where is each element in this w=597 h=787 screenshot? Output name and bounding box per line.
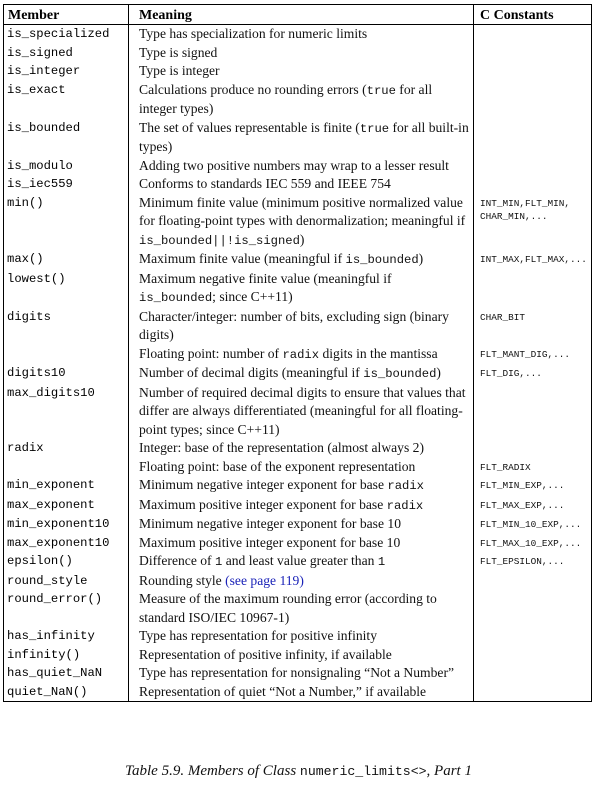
meaning-cell bbox=[129, 345, 474, 365]
meaning-cell bbox=[129, 119, 474, 157]
meaning-cell bbox=[129, 590, 474, 627]
table-body bbox=[4, 25, 592, 702]
table-caption bbox=[0, 763, 597, 780]
table-row bbox=[4, 627, 592, 646]
meaning-cell bbox=[129, 515, 474, 534]
meaning-code-fragment: radix bbox=[282, 347, 320, 362]
meaning-text-fragment: Adding two positive numbers may wrap to a lesser result bbox=[139, 157, 449, 173]
c-constants-cell: FLT_MANT_DIG,... bbox=[474, 345, 592, 365]
table-row bbox=[4, 364, 592, 384]
meaning-text-fragment: Type has specialization for numeric limits bbox=[139, 26, 368, 41]
table-row bbox=[4, 534, 592, 553]
meaning-cell bbox=[129, 664, 474, 683]
table-row bbox=[4, 476, 592, 496]
meaning-code-fragment: 1 bbox=[377, 555, 386, 569]
table-row bbox=[4, 496, 592, 516]
meaning-cell bbox=[129, 250, 474, 270]
member-cell bbox=[4, 458, 129, 477]
member-cell: has_infinity bbox=[4, 627, 129, 646]
member-cell: infinity() bbox=[4, 646, 129, 665]
c-constants-cell: FLT_DIG,... bbox=[474, 364, 592, 384]
meaning-code-fragment: radix bbox=[387, 479, 424, 493]
member-cell: is_iec559 bbox=[4, 175, 129, 194]
meaning-text-fragment: Maximum positive integer exponent for base 10 bbox=[139, 534, 401, 550]
table-row bbox=[4, 62, 592, 81]
c-constants-cell bbox=[474, 157, 592, 176]
member-cell: min_exponent10 bbox=[4, 515, 129, 534]
c-constants-cell bbox=[474, 62, 592, 81]
meaning-cell bbox=[129, 552, 474, 572]
c-constants-cell: FLT_MIN_EXP,... bbox=[474, 476, 592, 496]
table-row bbox=[4, 458, 592, 477]
caption-prefix: Table 5.9. Members of Class bbox=[125, 763, 300, 779]
meaning-cell bbox=[129, 683, 474, 702]
meaning-cell bbox=[129, 572, 474, 591]
meaning-text-fragment: Number of required decimal digits to ensure that values that differ are always differentiated (meaningful for all floating-point types; since C++11) bbox=[139, 384, 466, 437]
meaning-text-fragment: ) bbox=[418, 251, 424, 266]
table-row bbox=[4, 119, 592, 157]
member-cell: max_exponent bbox=[4, 496, 129, 516]
meaning-text-fragment: Maximum positive integer exponent for base bbox=[139, 496, 387, 512]
meaning-text-fragment: Integer: base of the representation (almost always 2) bbox=[139, 440, 424, 455]
member-cell bbox=[4, 345, 129, 365]
c-constants-cell bbox=[474, 664, 592, 683]
meaning-cell bbox=[129, 534, 474, 553]
meaning-text-fragment: Type is integer bbox=[139, 63, 220, 78]
c-constants-cell bbox=[474, 175, 592, 194]
meaning-cell bbox=[129, 308, 474, 345]
meaning-text-fragment: The set of values representable is finite ( bbox=[139, 119, 360, 135]
c-constants-cell bbox=[474, 590, 592, 627]
member-cell: max_digits10 bbox=[4, 384, 129, 440]
page-reference-link[interactable]: (see page 119) bbox=[225, 572, 304, 588]
table-row bbox=[4, 646, 592, 665]
member-cell: is_signed bbox=[4, 44, 129, 63]
caption-class-name: numeric_limits<> bbox=[299, 764, 427, 779]
member-cell: is_bounded bbox=[4, 119, 129, 157]
table-row bbox=[4, 81, 592, 119]
c-constants-cell: FLT_RADIX bbox=[474, 458, 592, 477]
member-cell: digits10 bbox=[4, 364, 129, 384]
c-constants-cell bbox=[474, 627, 592, 646]
meaning-code-fragment: true bbox=[366, 83, 396, 98]
member-cell: quiet_NaN() bbox=[4, 683, 129, 702]
c-constants-cell: FLT_MAX_EXP,... bbox=[474, 496, 592, 516]
c-constants-cell bbox=[474, 572, 592, 591]
meaning-text-fragment: Type has representation for nonsignaling “Not a Number” bbox=[139, 665, 455, 680]
table-row bbox=[4, 515, 592, 534]
meaning-text-fragment: Minimum negative integer exponent for base bbox=[139, 477, 388, 492]
meaning-code-fragment: is_bounded bbox=[345, 253, 419, 267]
meaning-text-fragment: for all integer types) bbox=[139, 81, 433, 116]
header-meaning: Meaning bbox=[129, 5, 474, 25]
meaning-text-fragment: Maximum negative finite value (meaningful if bbox=[139, 270, 392, 286]
table-row bbox=[4, 44, 592, 63]
meaning-text-fragment: ; since C++11) bbox=[212, 289, 293, 304]
meaning-code-fragment: true bbox=[359, 121, 390, 136]
meaning-text-fragment: Measure of the maximum rounding error (according to standard ISO/IEC 10967-1) bbox=[139, 591, 437, 625]
table-row bbox=[4, 572, 592, 591]
c-constants-cell bbox=[474, 119, 592, 157]
meaning-text-fragment: Representation of positive infinity, if available bbox=[139, 646, 392, 662]
meaning-text-fragment: Minimum finite value (minimum positive normalized value for floating-point types with denormalization; meaningful if bbox=[139, 194, 466, 228]
meaning-cell bbox=[129, 646, 474, 665]
table-row bbox=[4, 175, 592, 194]
c-constants-cell: INT_MIN,FLT_MIN, CHAR_MIN,... bbox=[474, 194, 592, 251]
meaning-cell bbox=[129, 384, 474, 440]
meaning-code-fragment: is_bounded bbox=[363, 367, 437, 381]
table-row bbox=[4, 308, 592, 345]
header-row bbox=[4, 5, 592, 25]
meaning-cell bbox=[129, 175, 474, 194]
member-cell: round_style bbox=[4, 572, 129, 591]
c-constants-cell bbox=[474, 25, 592, 44]
c-constants-cell bbox=[474, 270, 592, 308]
member-cell: max_exponent10 bbox=[4, 534, 129, 553]
c-constants-cell: INT_MAX,FLT_MAX,... bbox=[474, 250, 592, 270]
member-cell: epsilon() bbox=[4, 552, 129, 572]
caption-suffix: , Part 1 bbox=[426, 763, 472, 779]
c-constants-cell: FLT_MAX_10_EXP,... bbox=[474, 534, 592, 553]
meaning-code-fragment: radix bbox=[386, 498, 424, 513]
meaning-text-fragment: Character/integer: number of bits, excluding sign (binary digits) bbox=[139, 308, 449, 342]
meaning-text-fragment: Minimum negative integer exponent for base 10 bbox=[139, 516, 401, 531]
c-constants-cell bbox=[474, 646, 592, 665]
meaning-text-fragment: Number of decimal digits (meaningful if bbox=[139, 365, 364, 380]
c-constants-cell bbox=[474, 81, 592, 119]
table-row bbox=[4, 194, 592, 251]
c-constants-cell: FLT_MIN_10_EXP,... bbox=[474, 515, 592, 534]
member-cell: is_modulo bbox=[4, 157, 129, 176]
table-row bbox=[4, 384, 592, 440]
header-member: Member bbox=[4, 5, 129, 25]
meaning-cell bbox=[129, 439, 474, 458]
c-constants-cell bbox=[474, 683, 592, 702]
meaning-cell bbox=[129, 270, 474, 308]
meaning-text-fragment: Conforms to standards IEC 559 and IEEE 754 bbox=[139, 176, 391, 191]
meaning-text-fragment: for all built-in types) bbox=[139, 119, 469, 154]
meaning-cell bbox=[129, 627, 474, 646]
c-constants-cell bbox=[474, 44, 592, 63]
meaning-text-fragment: Floating point: base of the exponent representation bbox=[139, 458, 416, 474]
c-constants-cell bbox=[474, 384, 592, 440]
table-row bbox=[4, 590, 592, 627]
meaning-text-fragment: ) bbox=[299, 231, 305, 247]
c-constants-cell: FLT_EPSILON,... bbox=[474, 552, 592, 572]
meaning-text-fragment: Maximum finite value (meaningful if bbox=[139, 251, 346, 266]
member-cell: min() bbox=[4, 194, 129, 251]
meaning-cell bbox=[129, 25, 474, 44]
table-header bbox=[4, 5, 592, 25]
table-row bbox=[4, 250, 592, 270]
member-cell: lowest() bbox=[4, 270, 129, 308]
member-cell: is_specialized bbox=[4, 25, 129, 44]
member-cell: is_exact bbox=[4, 81, 129, 119]
member-cell: round_error() bbox=[4, 590, 129, 627]
meaning-text-fragment: Type is signed bbox=[139, 44, 218, 60]
table-row bbox=[4, 25, 592, 44]
table-row bbox=[4, 157, 592, 176]
meaning-cell bbox=[129, 44, 474, 63]
table-row bbox=[4, 683, 592, 702]
member-cell: is_integer bbox=[4, 62, 129, 81]
member-cell: radix bbox=[4, 439, 129, 458]
meaning-code-fragment: is_bounded||!is_signed bbox=[139, 233, 300, 248]
c-constants-cell: CHAR_BIT bbox=[474, 308, 592, 345]
table-row bbox=[4, 345, 592, 365]
meaning-text-fragment: Calculations produce no rounding errors ( bbox=[139, 81, 367, 97]
member-cell: has_quiet_NaN bbox=[4, 664, 129, 683]
meaning-text-fragment: Representation of quiet “Not a Number,” if available bbox=[139, 683, 427, 699]
meaning-cell bbox=[129, 81, 474, 119]
meaning-text-fragment: Rounding style bbox=[139, 572, 226, 588]
meaning-cell bbox=[129, 496, 474, 516]
table-row bbox=[4, 664, 592, 683]
meaning-text-fragment: and least value greater than bbox=[222, 553, 378, 568]
member-cell: min_exponent bbox=[4, 476, 129, 496]
meaning-text-fragment: Floating point: number of bbox=[139, 345, 283, 361]
meaning-cell bbox=[129, 458, 474, 477]
c-constants-cell bbox=[474, 439, 592, 458]
numeric-limits-table-container bbox=[3, 4, 591, 702]
table-row bbox=[4, 270, 592, 308]
meaning-text-fragment: digits in the mantissa bbox=[319, 345, 438, 361]
meaning-cell bbox=[129, 364, 474, 384]
meaning-cell bbox=[129, 476, 474, 496]
table-row bbox=[4, 439, 592, 458]
meaning-cell bbox=[129, 62, 474, 81]
meaning-text-fragment: Difference of bbox=[139, 553, 215, 568]
table-row bbox=[4, 552, 592, 572]
header-c-constants: C Constants bbox=[474, 5, 592, 25]
member-cell: digits bbox=[4, 308, 129, 345]
meaning-code-fragment: 1 bbox=[214, 555, 223, 569]
meaning-cell bbox=[129, 194, 474, 251]
numeric-limits-table bbox=[3, 4, 592, 702]
member-cell: max() bbox=[4, 250, 129, 270]
meaning-code-fragment: is_bounded bbox=[139, 291, 213, 305]
meaning-text-fragment: Type has representation for positive infinity bbox=[139, 628, 378, 643]
meaning-cell bbox=[129, 157, 474, 176]
meaning-text-fragment: ) bbox=[436, 365, 441, 380]
